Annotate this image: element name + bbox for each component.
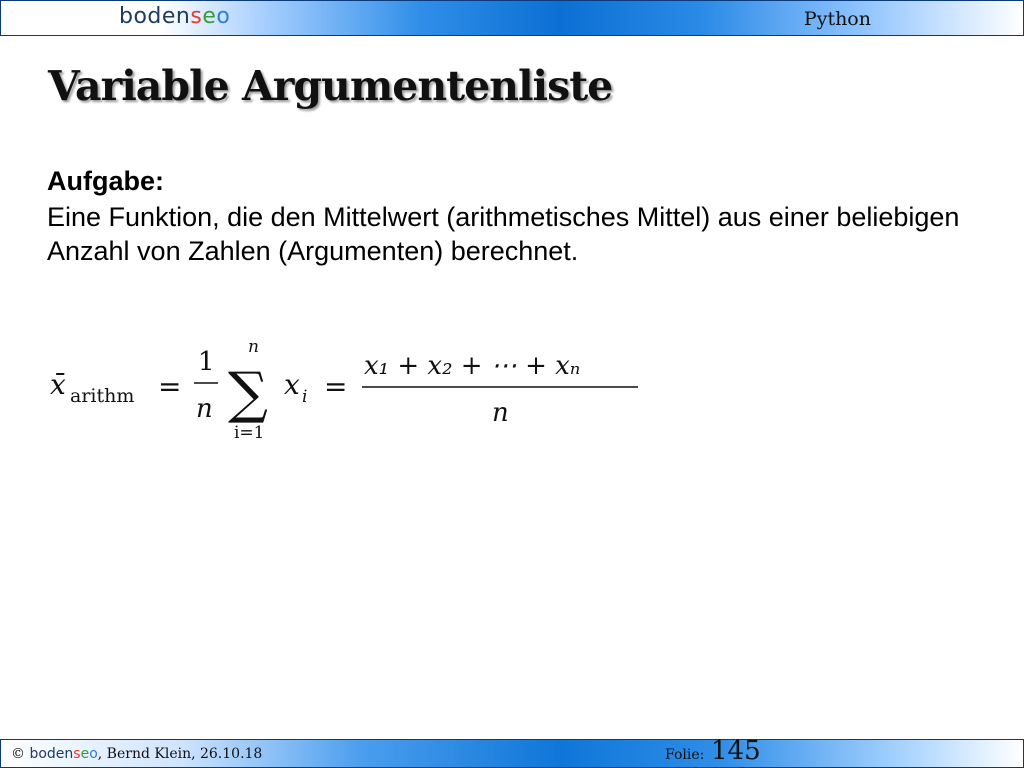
term-subscript: i bbox=[302, 387, 308, 407]
equals-sign-1: = bbox=[158, 370, 182, 403]
footer-bar bbox=[0, 736, 1024, 768]
lhs-subscript: arithm bbox=[70, 385, 135, 407]
sum-symbol: ∑ bbox=[228, 361, 268, 426]
slide-number: 145 bbox=[711, 736, 761, 766]
author-date: , Bernd Klein, 26.10.18 bbox=[97, 746, 263, 762]
slide-number-label: Folie: bbox=[665, 747, 705, 763]
footer-logo: bodenseo bbox=[29, 746, 98, 762]
fraction-denominator: n bbox=[196, 394, 213, 424]
task-heading: Aufgabe: bbox=[47, 166, 164, 196]
footer-credits: © bodenseo, Bernd Klein, 26.10.18 bbox=[11, 746, 263, 762]
rhs-numerator: x₁ + x₂ + ⋯ + xₙ bbox=[364, 351, 581, 381]
header-bar bbox=[0, 0, 1024, 36]
term-variable: x bbox=[284, 368, 300, 401]
bodenseo-logo: bodenseo bbox=[119, 4, 231, 29]
sum-upper-limit: n bbox=[248, 337, 259, 357]
rhs-denominator: n bbox=[492, 398, 509, 428]
sum-lower-limit: i=1 bbox=[234, 423, 265, 443]
fraction-numerator: 1 bbox=[198, 347, 215, 377]
task-description: Eine Funktion, die den Mittelwert (arithmetisches Mittel) aus einer beliebigen Anzahl von Zahlen (Argumenten) berechnet. bbox=[47, 202, 960, 266]
mean-formula bbox=[50, 330, 650, 450]
equals-sign-2: = bbox=[324, 370, 348, 403]
slide-title: Variable Argumentenliste bbox=[48, 62, 613, 110]
lhs-variable: x̄ bbox=[50, 368, 66, 401]
topic-label: Python bbox=[803, 8, 871, 30]
formula-graphic bbox=[50, 330, 650, 450]
